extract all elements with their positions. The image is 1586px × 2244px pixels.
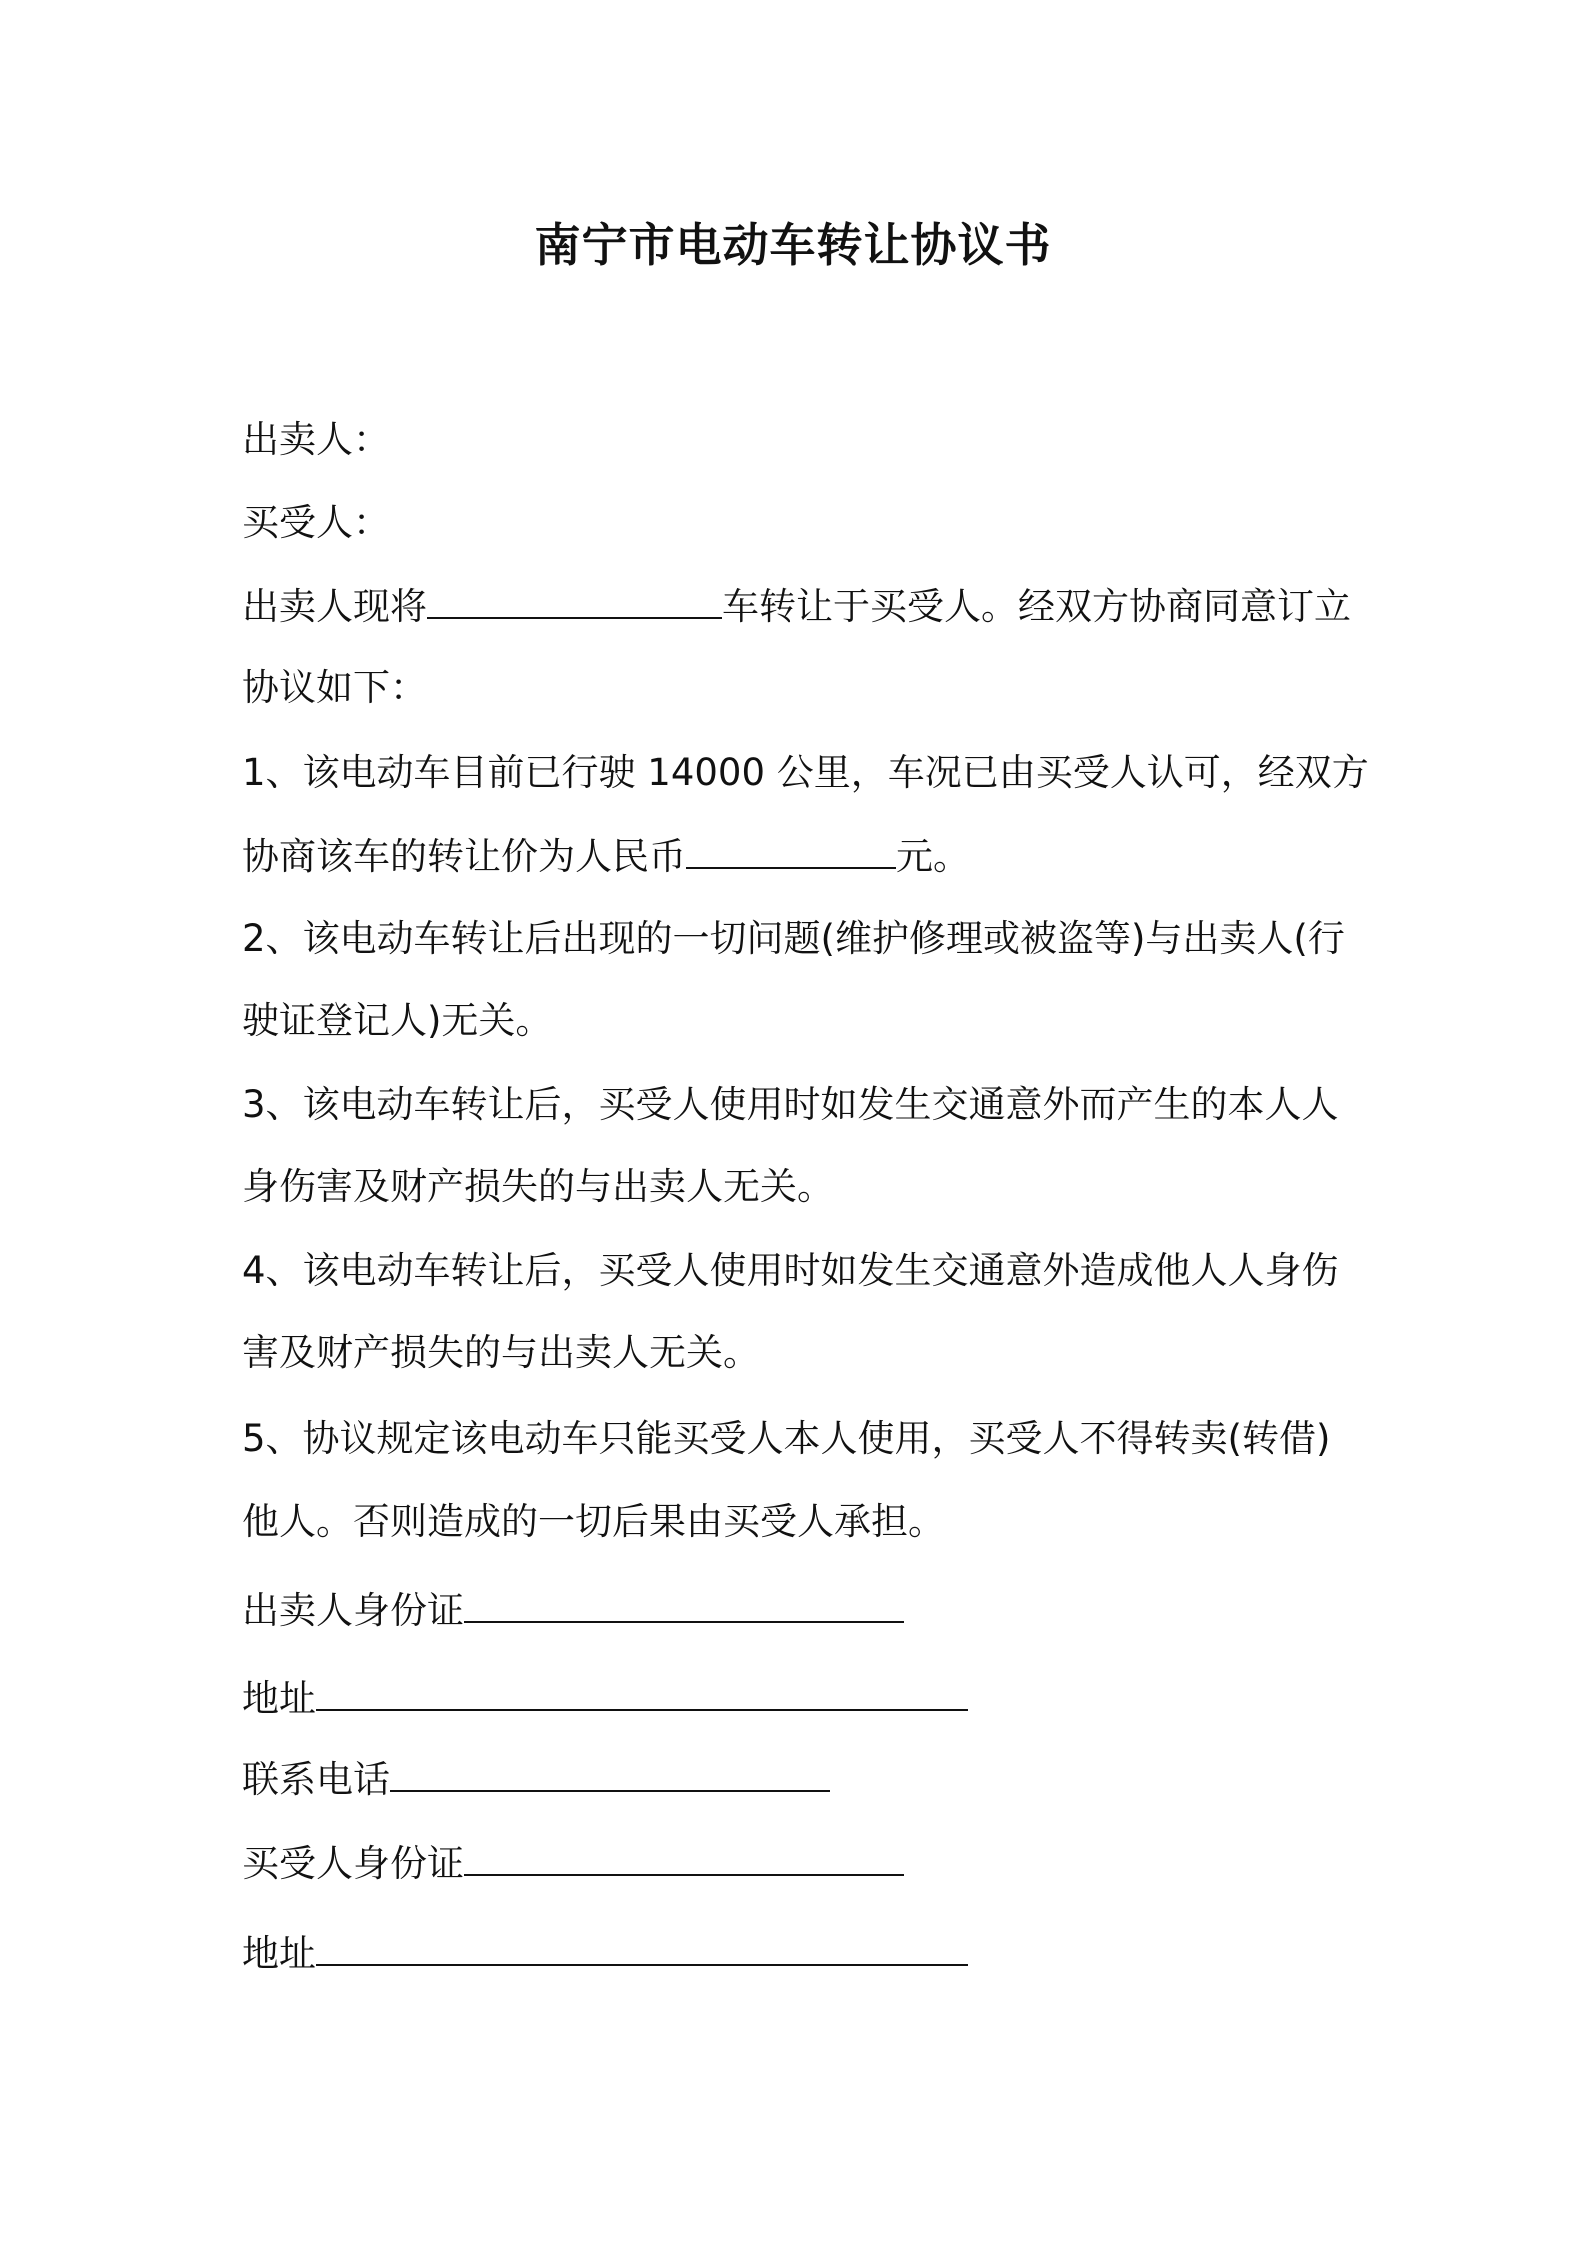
seller-id-blank	[464, 1585, 904, 1623]
seller-address-blank	[316, 1673, 968, 1711]
intro-text-part2: 车转让于买受人。经双方协商同意订立	[722, 585, 1351, 628]
document-title: 南宁市电动车转让协议书	[534, 218, 1052, 272]
clause-3-line-2: 身伤害及财产损失的与出卖人无关。	[242, 1165, 834, 1208]
buyer-id-label: 买受人身份证	[242, 1842, 464, 1885]
seller-id-label: 出卖人身份证	[242, 1589, 464, 1632]
buyer-address-blank	[316, 1928, 968, 1966]
clause-1-text-part2: 元。	[896, 835, 970, 878]
seller-address-line	[242, 1673, 968, 1724]
clause-3-line-1: 3、该电动车转让后，买受人使用时如发生交通意外而产生的本人人	[242, 1083, 1339, 1126]
vehicle-blank	[427, 581, 722, 619]
clause-1-line-1: 1、该电动车目前已行驶 14000 公里，车况已由买受人认可，经双方	[242, 751, 1369, 794]
intro-text-part1: 出卖人现将	[242, 585, 427, 628]
seller-phone-blank	[390, 1754, 830, 1792]
buyer-address-line	[242, 1928, 968, 1979]
clause-5-line-2: 他人。否则造成的一切后果由买受人承担。	[242, 1500, 945, 1543]
clause-4-line-1: 4、该电动车转让后，买受人使用时如发生交通意外造成他人人身伤	[242, 1249, 1339, 1292]
seller-address-label: 地址	[242, 1677, 316, 1720]
buyer-id-blank	[464, 1838, 904, 1876]
buyer-id-line	[242, 1838, 904, 1889]
clause-2-line-2: 驶证登记人)无关。	[242, 999, 553, 1042]
intro-line-2: 协议如下：	[242, 666, 427, 709]
seller-phone-line	[242, 1754, 830, 1805]
seller-id-line	[242, 1585, 904, 1636]
clause-1-line-2	[242, 831, 970, 882]
intro-line-1	[242, 581, 1351, 632]
seller-label: 出卖人：	[242, 418, 390, 461]
seller-phone-label: 联系电话	[242, 1758, 390, 1801]
clause-4-line-2: 害及财产损失的与出卖人无关。	[242, 1331, 760, 1374]
clause-1-text-part1: 协商该车的转让价为人民币	[242, 835, 686, 878]
buyer-label: 买受人：	[242, 501, 390, 544]
clause-5-line-1: 5、协议规定该电动车只能买受人本人使用，买受人不得转卖(转借)	[242, 1417, 1331, 1460]
buyer-address-label: 地址	[242, 1932, 316, 1975]
price-blank	[686, 831, 896, 869]
clause-2-line-1: 2、该电动车转让后出现的一切问题(维护修理或被盗等)与出卖人(行	[242, 917, 1345, 960]
